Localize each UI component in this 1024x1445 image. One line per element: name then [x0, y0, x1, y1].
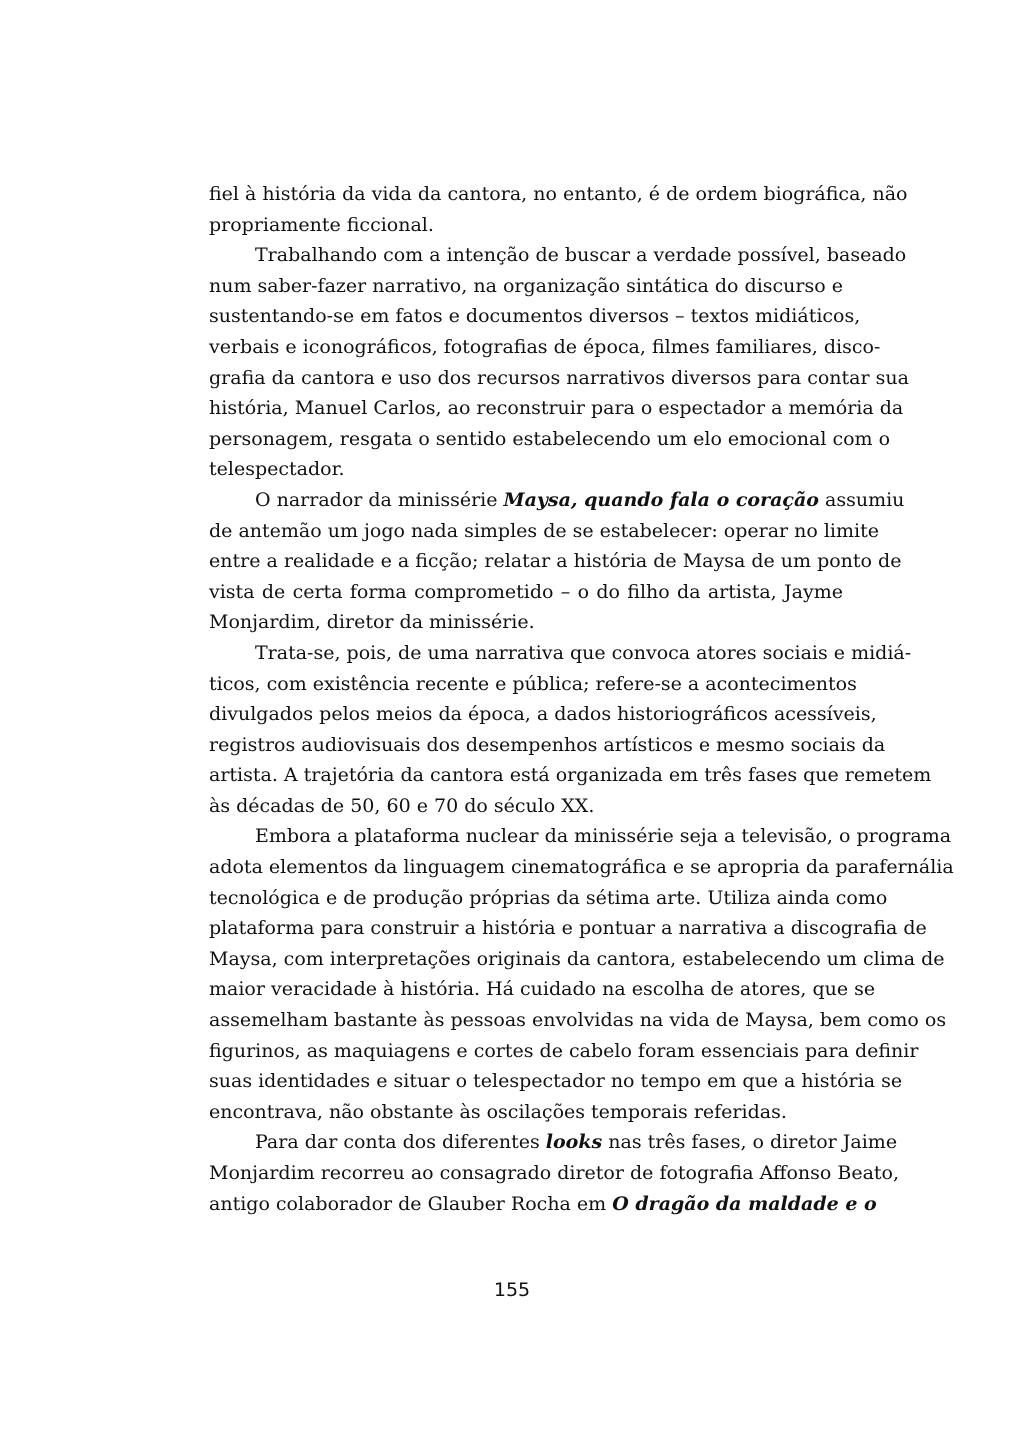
text-line: vista de certa forma comprometido – o do filho da artista, Jayme	[209, 580, 843, 603]
text-line: Maysa, com interpretações originais da cantora, estabelecendo um clima de	[209, 947, 945, 970]
text-line: artista. A trajetória da cantora está organizada em três fases que remetem	[209, 764, 932, 787]
text-line	[209, 1189, 877, 1220]
text-line: Monjardim recorreu ao consagrado diretor de fotografia Affonso Beato,	[209, 1162, 900, 1184]
text-line: divulgados pelos meios da época, a dados historiográficos acessíveis,	[209, 703, 877, 726]
italic-term: looks	[545, 1131, 603, 1154]
text-line: tecnológica e de produção próprias da sétima arte. Utiliza ainda como	[209, 886, 888, 909]
text-line: fiel à história da vida da cantora, no entanto, é de ordem biográfica, não	[209, 183, 908, 205]
text-line: registros audiovisuais dos desempenhos artísticos e mesmo sociais da	[209, 733, 886, 756]
text-line	[209, 485, 905, 516]
text-line: encontrava, não obstante às oscilações temporais referidas.	[209, 1100, 787, 1123]
text-line: Monjardim, diretor da minissérie.	[209, 611, 535, 634]
text-line: sustentando-se em fatos e documentos diversos – textos midiáticos,	[209, 305, 861, 328]
line-text: assumiu	[818, 488, 905, 511]
text-line: ticos, com existência recente e pública; refere-se a acontecimentos	[209, 672, 857, 695]
text-line: de antemão um jogo nada simples de se estabelecer: operar no limite	[209, 519, 879, 542]
text-line: Trabalhando com a intenção de buscar a verdade possível, baseado	[255, 244, 907, 267]
text-line: suas identidades e situar o telespectador no tempo em que a história se	[209, 1070, 903, 1093]
text-line: maior veracidade à história. Há cuidado na escolha de atores, que se	[209, 978, 876, 1001]
text-line: história, Manuel Carlos, ao reconstruir para o espectador a memória da	[209, 397, 904, 420]
text-line: verbais e iconográficos, fotografias de época, filmes familiares, disco-	[209, 335, 881, 358]
text-line: telespectador.	[209, 458, 345, 481]
text-line: figurinos, as maquiagens e cortes de cabelo foram essenciais para definir	[209, 1039, 919, 1062]
text-line: num saber-fazer narrativo, na organização sintática do discurso e	[209, 274, 843, 297]
text-line: Trata-se, pois, de uma narrativa que convoca atores sociais e midiá-	[255, 641, 912, 664]
italic-title: O dragão da maldade e o	[612, 1192, 877, 1215]
body-text	[209, 179, 954, 1219]
text-line: plataforma para construir a história e pontuar a narrativa a discografia de	[209, 917, 927, 940]
line-text: Para dar conta dos diferentes	[255, 1131, 546, 1154]
line-text: nas três fases, o diretor Jaime	[602, 1131, 898, 1154]
text-line: grafia da cantora e uso dos recursos narrativos diversos para contar sua	[209, 366, 909, 389]
text-line: personagem, resgata o sentido estabelecendo um elo emocional com o	[209, 427, 891, 450]
text-line: às décadas de 50, 60 e 70 do século XX.	[209, 794, 595, 817]
text-line: propriamente ficcional.	[209, 213, 434, 236]
text-line: adota elementos da linguagem cinematográfica e se apropria da parafernália	[209, 856, 954, 879]
text-line: entre a realidade e a ficção; relatar a história de Maysa de um ponto de	[209, 550, 902, 573]
line-text: O narrador da minissérie	[255, 488, 504, 511]
text-line	[209, 1127, 898, 1158]
text-line: Embora a plataforma nuclear da minissérie seja a televisão, o programa	[255, 825, 952, 848]
page-number: 155	[493, 1279, 531, 1301]
line-text: antigo colaborador de Glauber Rocha em	[209, 1192, 613, 1215]
text-line: assemelham bastante às pessoas envolvidas na vida de Maysa, bem como os	[209, 1009, 947, 1032]
italic-title: Maysa, quando fala o coração	[503, 488, 819, 511]
